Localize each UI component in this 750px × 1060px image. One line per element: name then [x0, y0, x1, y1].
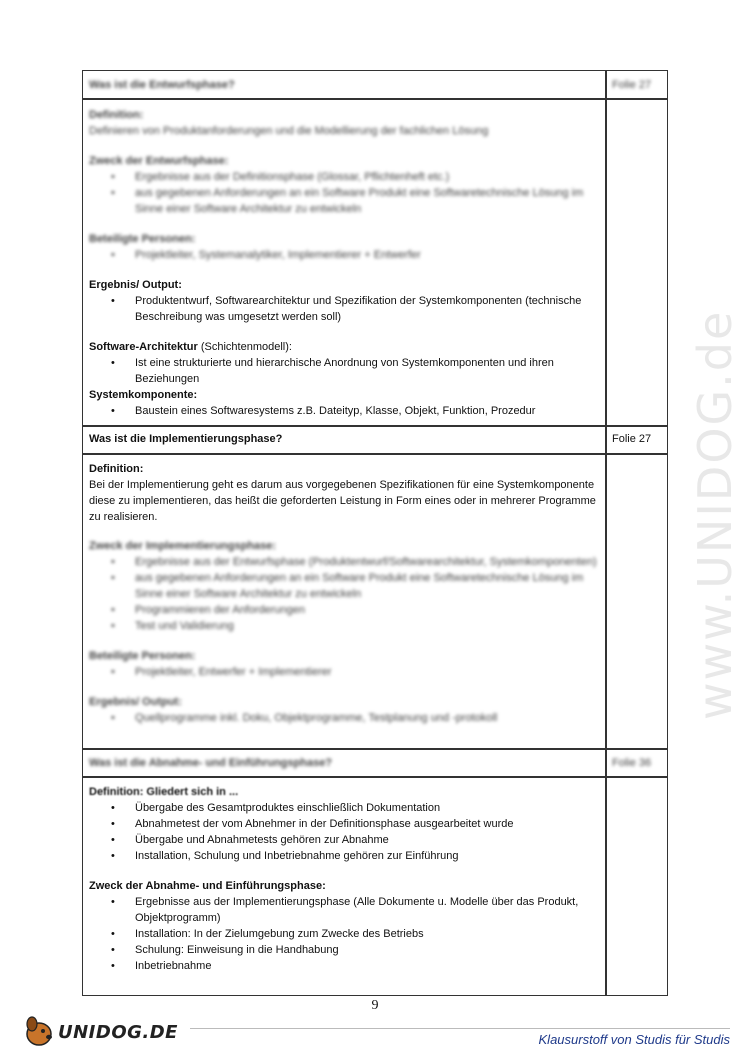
- list-item: • Übergabe des Gesamtproduktes einschließlich Dokumentation: [89, 800, 601, 816]
- list-item: • aus gegebenen Anforderungen an ein Software Produkt eine Softwaretechnische Lösung im Sinne einer Software Architektur zu entwickeln: [89, 570, 601, 602]
- definition-text: Definieren von Produktanforderungen und die Modellierung der fachlichen Lösung: [89, 125, 489, 137]
- list-item: • Abnahmetest der vom Abnehmer in der Definitionsphase ausgearbeitet wurde: [89, 816, 601, 832]
- entwurf-blurred-block: [89, 107, 601, 263]
- column-divider: [605, 70, 607, 996]
- folie-ref-1: Folie 27: [612, 79, 652, 91]
- abnahme-block: [89, 784, 601, 974]
- list-item: • Ergebnisse aus der Implementierungsphase (Alle Dokumente u. Modelle über das Produkt, Objektprogramm): [89, 894, 601, 926]
- watermark: www.UNIDOG.de: [688, 309, 742, 720]
- implementierung-visible-block: [89, 461, 601, 525]
- ergebnis-heading: Ergebnis/ Output:: [89, 696, 182, 708]
- entwurf-visible-block: [89, 277, 601, 419]
- folie-ref-3: Folie 36: [612, 757, 652, 769]
- logo-text: UNIDOG.DE: [58, 1022, 178, 1043]
- row-divider-4: [82, 748, 668, 750]
- list-item: • Projektleiter, Entwerfer + Implementierer: [89, 664, 601, 680]
- footer-slogan: Klausurstoff von Studis für Studis: [538, 1032, 730, 1047]
- list-item: • Projektleiter, Systemanalytiker, Implementierer + Entwerfer: [89, 247, 601, 263]
- list-item: • Produktentwurf, Softwarearchitektur und Spezifikation der Systemkomponenten (technische Beschreibung was umgesetzt werden soll): [89, 293, 601, 325]
- list-item: • Baustein eines Softwaresystems z.B. Dateityp, Klasse, Objekt, Funktion, Prozedur: [89, 403, 601, 419]
- list-item: • Installation: In der Zielumgebung zum Zwecke des Betriebs: [89, 926, 601, 942]
- implementierung-blurred-block: [89, 538, 601, 726]
- software-architektur-heading: Software-Architektur: [89, 341, 198, 353]
- row-divider-2: [82, 425, 668, 427]
- software-architektur-suffix: (Schichtenmodell):: [197, 341, 292, 353]
- list-item: • Ergebnisse aus der Definitionsphase (Glossar, Pflichtenheft etc.): [89, 169, 601, 185]
- question-entwurfsphase: Was ist die Entwurfsphase?: [89, 79, 235, 91]
- list-item: • aus gegebenen Anforderungen an ein Software Produkt eine Softwaretechnische Lösung im Sinne einer Software Architektur zu entwickeln: [89, 185, 601, 217]
- zweck-heading: Zweck der Entwurfsphase:: [89, 155, 229, 167]
- list-item: • Test und Validierung: [89, 618, 601, 634]
- list-item: • Inbetriebnahme: [89, 958, 601, 974]
- folie-ref-2: Folie 27: [612, 433, 652, 445]
- question-abnahmephase: Was ist die Abnahme- und Einführungsphase?: [89, 757, 333, 769]
- list-item: • Ergebnisse aus der Entwurfsphase (Produktentwurf/Softwarearchitektur, Systemkomponenten): [89, 554, 601, 570]
- list-item: • Schulung: Einweisung in die Handhabung: [89, 942, 601, 958]
- definition-text: Bei der Implementierung geht es darum aus vorgegebenen Spezifikationen für eine Systemkomponente diese zu implementieren, das heißt die geforderten Leistung in Form eines oder in mehrerer Programme zu realisieren.: [89, 479, 596, 523]
- definition-heading: Definition:: [89, 109, 144, 121]
- question-implementierungsphase: Was ist die Implementierungsphase?: [89, 433, 283, 445]
- beteiligte-heading: Beteiligte Personen:: [89, 233, 196, 245]
- page-number: 9: [371, 998, 379, 1013]
- list-item: • Übergabe und Abnahmetests gehören zur Abnahme: [89, 832, 601, 848]
- ergebnis-heading: Ergebnis/ Output:: [89, 279, 182, 291]
- definition-heading: Definition:: [89, 463, 144, 475]
- definition-line: Definition: Gliedert sich in ...: [89, 786, 239, 798]
- list-item: • Quellprogramme inkl. Doku, Objektprogramme, Testplanung und -protokoll: [89, 710, 601, 726]
- row-divider-1: [82, 98, 668, 100]
- list-item: • Programmieren der Anforderungen: [89, 602, 601, 618]
- row-divider-3: [82, 453, 668, 455]
- systemkomponente-heading: Systemkomponente:: [89, 389, 198, 401]
- footer-divider: [190, 1028, 730, 1029]
- beteiligte-heading: Beteiligte Personen:: [89, 650, 196, 662]
- row-divider-5: [82, 776, 668, 778]
- zweck-heading: Zweck der Abnahme- und Einführungsphase:: [89, 880, 326, 892]
- list-item: • Ist eine strukturierte und hierarchische Anordnung von Systemkomponenten und ihren Beziehungen: [89, 355, 601, 387]
- list-item: • Installation, Schulung und Inbetriebnahme gehören zur Einführung: [89, 848, 601, 864]
- zweck-heading: Zweck der Implementierungsphase:: [89, 540, 277, 552]
